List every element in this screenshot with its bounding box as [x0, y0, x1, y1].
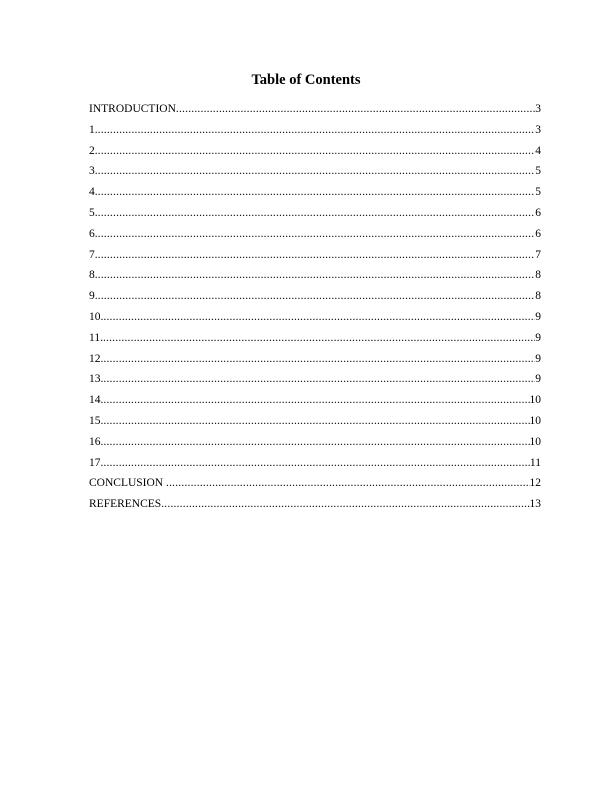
toc-entry-page-number: 9 [535, 310, 541, 323]
toc-entry-page-number: 7 [535, 248, 541, 261]
toc-entry-4[interactable] [89, 182, 541, 203]
toc-entry-1[interactable] [89, 120, 541, 141]
toc-entry-2[interactable] [89, 141, 541, 162]
toc-entry-page-number: 5 [535, 186, 541, 199]
toc-entry-introduction[interactable] [89, 99, 541, 120]
toc-entry-page-number: 13 [529, 498, 541, 511]
toc-dot-leader [98, 224, 536, 245]
toc-entry-16[interactable] [89, 432, 541, 453]
toc-entry-page-number: 9 [535, 331, 541, 344]
toc-entry-3[interactable] [89, 161, 541, 182]
toc-dot-leader [103, 369, 535, 390]
toc-entry-label: 10. [89, 310, 104, 323]
toc-entry-page-number: 9 [535, 373, 541, 386]
toc-entry-9[interactable] [89, 286, 541, 307]
toc-dot-leader [166, 473, 530, 494]
toc-entry-label: 16. [89, 435, 104, 448]
toc-entry-references[interactable] [89, 494, 541, 515]
toc-entry-7[interactable] [89, 245, 541, 266]
toc-entry-label: 15. [89, 414, 104, 427]
toc-entry-page-number: 5 [535, 165, 541, 178]
toc-entry-page-number: 4 [535, 144, 541, 157]
toc-entry-label: 9. [89, 290, 98, 303]
toc-entry-label: 14. [89, 394, 104, 407]
toc-entry-page-number: 11 [529, 456, 541, 469]
toc-entry-10[interactable] [89, 307, 541, 328]
toc-entry-17[interactable] [89, 453, 541, 474]
toc-dot-leader [98, 141, 536, 162]
toc-entry-page-number: 12 [529, 477, 541, 490]
toc-entry-8[interactable] [89, 265, 541, 286]
toc-entry-page-number: 10 [529, 394, 541, 407]
toc-entry-label: 2. [89, 144, 98, 157]
toc-dot-leader [103, 349, 535, 370]
toc-dot-leader [103, 307, 535, 328]
toc-dot-leader [98, 120, 536, 141]
toc-dot-leader [98, 182, 536, 203]
toc-entry-label: INTRODUCTION [89, 103, 176, 115]
toc-entry-page-number: 10 [529, 414, 541, 427]
toc-entry-label: 7. [89, 248, 98, 261]
toc-dot-leader [176, 99, 535, 120]
toc-entry-page-number: 3 [535, 123, 541, 136]
toc-entry-label: 6. [89, 227, 98, 240]
toc-entry-page-number: 6 [535, 206, 541, 219]
toc-entry-6[interactable] [89, 224, 541, 245]
toc-entry-label: 3. [89, 165, 98, 178]
toc-dot-leader [103, 453, 530, 474]
toc-dot-leader [98, 245, 536, 266]
toc-entry-13[interactable] [89, 369, 541, 390]
toc-entry-page-number: 10 [529, 435, 541, 448]
toc-entry-label: 1. [89, 123, 98, 136]
toc-entry-label: 11. [89, 331, 103, 344]
toc-dot-leader [161, 494, 529, 515]
toc-entry-15[interactable] [89, 411, 541, 432]
toc-dot-leader [98, 203, 536, 224]
toc-entry-page-number: 3 [535, 103, 541, 115]
toc-dot-leader [103, 432, 529, 453]
toc-entry-page-number: 9 [535, 352, 541, 365]
toc-entry-label: 17. [89, 456, 104, 469]
toc-entry-page-number: 6 [535, 227, 541, 240]
toc-entry-label: 12. [89, 352, 104, 365]
toc-dot-leader [103, 390, 529, 411]
toc-entry-page-number: 8 [535, 290, 541, 303]
toc-title: Table of Contents [251, 72, 361, 88]
toc-entry-label: 4. [89, 186, 98, 199]
toc-entry-label: CONCLUSION [89, 477, 166, 490]
toc-entry-label: 8. [89, 269, 98, 282]
toc-dot-leader [98, 265, 536, 286]
toc-dot-leader [98, 286, 536, 307]
toc-dot-leader [103, 328, 535, 349]
toc-entry-11[interactable] [89, 328, 541, 349]
toc-entry-conclusion[interactable] [89, 473, 541, 494]
toc-entry-14[interactable] [89, 390, 541, 411]
toc-entry-label: 5. [89, 206, 98, 219]
toc-dot-leader [98, 161, 536, 182]
toc-list [89, 99, 541, 515]
toc-entry-label: REFERENCES [89, 498, 162, 511]
toc-entry-12[interactable] [89, 349, 541, 370]
toc-entry-label: 13. [89, 373, 104, 386]
toc-entry-5[interactable] [89, 203, 541, 224]
toc-dot-leader [103, 411, 529, 432]
toc-entry-page-number: 8 [535, 269, 541, 282]
